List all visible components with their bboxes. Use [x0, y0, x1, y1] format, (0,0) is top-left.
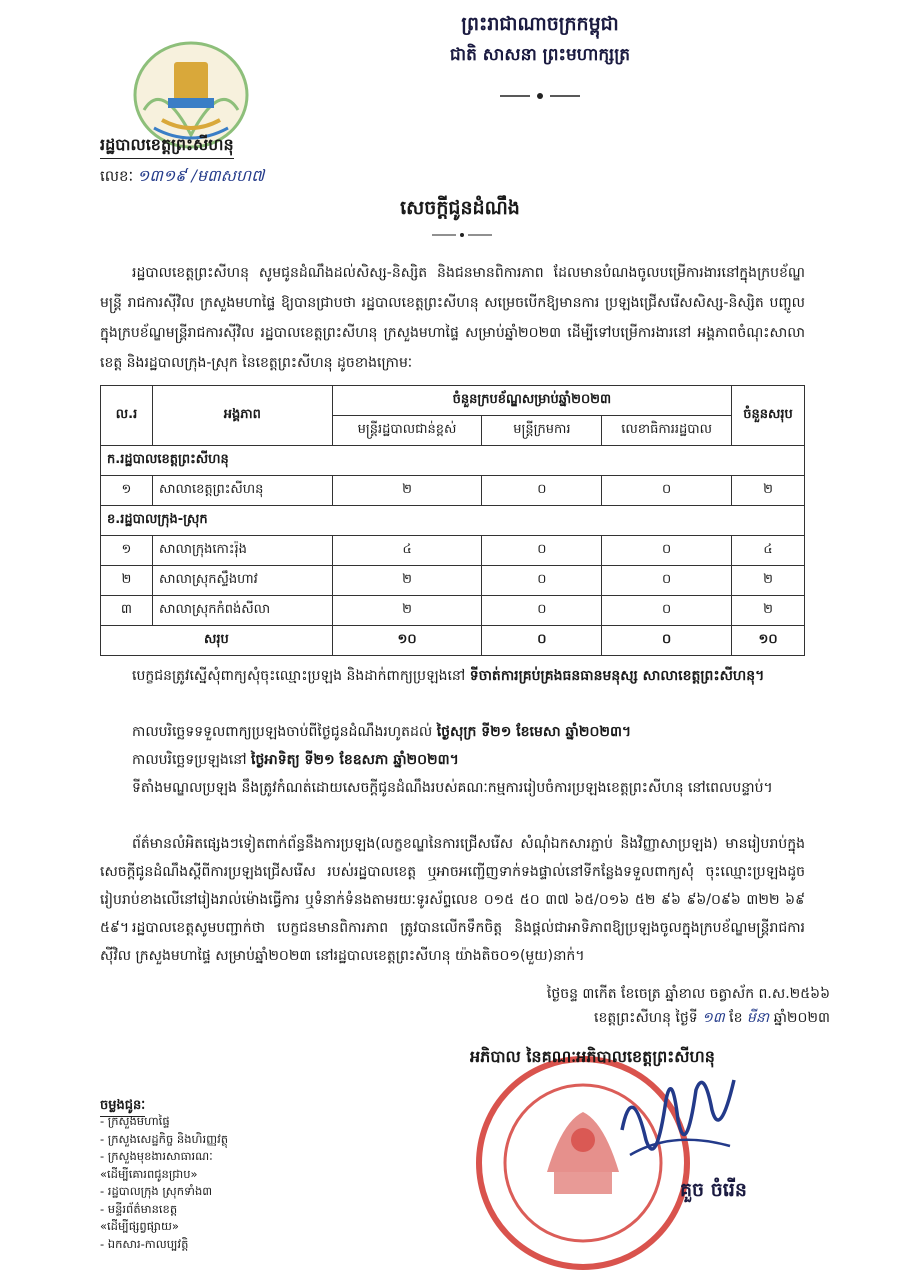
row-clerk: ០ [482, 596, 602, 626]
table-row [101, 566, 805, 596]
details-paragraph: ព័ត៌មានលំអិតផ្សេងៗទៀតពាក់ព័ន្ធនឹងការប្រឡង(លក្ខខណ្ឌនៃការជ្រើសរើស សំណុំឯកសារភ្ជាប់ និងវិញ្ញាសាប្រឡង) មានរៀបរាប់ក្នុងសេចក្តីជូនដំណឹងស្តីពីការប្រឡងជ្រើសរើស របស់រដ្ឋបាលខេត្ត ឬអាចអញ្ជើញទាក់ទងផ្ទាល់នៅទីកន្លែងទទួលពាក្យសុំ ចុះឈ្មោះប្រឡងដូចរៀបរាប់ខាងលើនៅរៀងរាល់ម៉ោងធ្វើការ ឬទំនាក់ទំនងតាមរយៈទូរស័ព្ទលេខ ០១៥ ៥០ ៣៧ ៦៥/០១៦ ៥២ ៩៦ ៩៦/០៩៦ ៣២២ ៦៩ ៥៩។ [100, 836, 805, 936]
total-secretary: ០ [602, 626, 732, 656]
row-unit: សាលាស្រុកកំពង់សីលា [152, 596, 332, 626]
cc-item: - មន្ទីរព័ត៌មានខេត្ត [100, 1201, 178, 1216]
reference-number [100, 165, 264, 189]
row-no: ៣ [101, 596, 153, 626]
quota-table [100, 385, 805, 656]
document-title: សេចក្តីជូនដំណឹង [400, 197, 520, 219]
row-unit: សាលាខេត្តព្រះសីហនុ [152, 476, 332, 506]
divider-ornament [500, 92, 580, 100]
total-senior: ១០ [332, 626, 482, 656]
solar-date-day: ១៣ [702, 1010, 725, 1026]
table-row [101, 476, 805, 506]
table-row [101, 596, 805, 626]
header-senior-officer: មន្ត្រីរដ្ឋបាលជាន់ខ្ពស់ [332, 416, 482, 446]
table-row [101, 536, 805, 566]
signer-name: គួច ចំរើន [680, 1179, 747, 1201]
row-senior: ៤ [332, 536, 482, 566]
signer-title: អភិបាល នៃគណៈអភិបាលខេត្តព្រះសីហនុ [470, 1047, 715, 1066]
exam-center-paragraph: ទីតាំងមណ្ឌលប្រឡង នឹងត្រូវកំណត់ដោយសេចក្តីជូនដំណឹងរបស់គណៈកម្មការរៀបចំការប្រឡងខេត្តព្រះសីហនុ នៅពេលបន្ទាប់។ [132, 780, 773, 796]
header-total: ចំនួនសរុប [732, 386, 805, 446]
total-label: សរុប [101, 626, 333, 656]
row-no: ១ [101, 476, 153, 506]
priority-paragraph: រដ្ឋបាលខេត្តសូមបញ្ជាក់ថា បេក្ខជនមានពិការភាព ត្រូវបានលើកទឹកចិត្ត និងផ្តល់ជាអាទិភាពឱ្យប្រឡងចូលក្នុងក្របខ័ណ្ឌមន្ត្រីរាជការស៊ីវិល ក្រសួងមហាផ្ទៃ សម្រាប់ឆ្នាំ២០២៣ នៅរដ្ឋបាលខេត្តព្រះសីហនុ យ៉ាងតិច០១(មួយ)នាក់។ [100, 920, 805, 964]
solar-date-month-label: ខែ [724, 1010, 747, 1026]
cc-list [100, 1113, 228, 1253]
row-secretary: ០ [602, 596, 732, 626]
exam-date-text: កាលបរិច្ឆេទប្រឡងនៅ [132, 752, 252, 768]
signature-image [612, 1060, 742, 1170]
row-total: ៤ [732, 536, 805, 566]
kingdom-heading: ព្រះរាជាណាចក្រកម្ពុជា [461, 13, 619, 35]
cc-item: - ឯកសារ-កាលប្បវត្តិ [100, 1236, 189, 1251]
cc-item: - ក្រសួងមុខងារសាធារណៈ [100, 1149, 213, 1163]
application-location-text: បេក្ខជនត្រូវស្នើសុំពាក្យសុំចុះឈ្មោះប្រឡង និងដាក់ពាក្យប្រឡងនៅ [132, 668, 470, 684]
row-total: ២ [732, 596, 805, 626]
cc-item: - រដ្ឋបាលក្រុង ស្រុកទាំង៣ [100, 1184, 213, 1198]
application-deadline-paragraph [100, 718, 805, 746]
application-location-place: ទីចាត់ការគ្រប់គ្រងធនធានមនុស្ស សាលាខេត្តព្រះសីហនុ។ [469, 668, 765, 684]
solar-date-year: ឆ្នាំ២០២៣ [769, 1010, 830, 1026]
solar-date [430, 1008, 830, 1029]
cc-item: - ក្រសួងសេដ្ឋកិច្ច និងហិរញ្ញវត្ថុ [100, 1131, 229, 1146]
row-unit: សាលាក្រុងកោះរ៉ុង [152, 536, 332, 566]
row-secretary: ០ [602, 566, 732, 596]
cc-item: «ដើម្បីគោរពជូនជ្រាប» [100, 1166, 198, 1181]
lunar-date: ថ្ងៃចន្ទ ៣កើត ខែចេត្រ ឆ្នាំខាល ចត្វាស័ក ព.ស.២៥៦៦ [546, 986, 830, 1002]
row-unit: សាលាស្រុកស្ទឹងហាវ [152, 566, 332, 596]
reference-value: ១៣១៩ /ម៣សហ៧ [137, 166, 265, 185]
header-no: ល.រ [101, 386, 153, 446]
header-unit: អង្គភាព [152, 386, 332, 446]
intro-paragraph: រដ្ឋបាលខេត្តព្រះសីហនុ សូមជូនដំណឹងដល់សិស្ស-និស្សិត និងជនមានពិការភាព ដែលមានបំណងចូលបម្រើការងារនៅក្នុងក្របខ័ណ្ឌមន្ត្រី រាជការស៊ីវិល ក្រសួងមហាផ្ទៃ ឱ្យបានជ្រាបថា រដ្ឋបាលខេត្តព្រះសីហនុ សម្រេចបើកឱ្យមានការ ប្រឡងជ្រើសរើសសិស្ស-និស្សិត បញ្ចូលក្នុងក្របខ័ណ្ឌមន្ត្រីរាជការស៊ីវិល រដ្ឋបាលខេត្តព្រះសីហនុ ក្រសួងមហាផ្ទៃ សម្រាប់ឆ្នាំ២០២៣ ដើម្បីទៅបម្រើការងារនៅ អង្គភាពចំណុះសាលាខេត្ត និងរដ្ឋបាលក្រុង-ស្រុក នៃខេត្តព្រះសីហនុ ដូចខាងក្រោមៈ [100, 265, 805, 371]
section-province: ក.រដ្ឋបាលខេត្តព្រះសីហនុ [101, 446, 805, 476]
exam-date-value: ថ្ងៃអាទិត្យ ទី២១ ខែឧសភា ឆ្នាំ២០២៣។ [251, 752, 459, 768]
exam-date-paragraph [100, 746, 805, 774]
row-total: ២ [732, 566, 805, 596]
reference-label: លេខៈ [100, 167, 134, 185]
application-location-paragraph [100, 662, 805, 690]
header-secretary: លេខាធិការរដ្ឋបាល [602, 416, 732, 446]
row-clerk: ០ [482, 536, 602, 566]
row-no: ២ [101, 566, 153, 596]
header-clerk: មន្ត្រីក្រមការ [482, 416, 602, 446]
section-row [101, 446, 805, 476]
header-quota: ចំនួនក្របខ័ណ្ឌសម្រាប់ឆ្នាំ២០២៣ [332, 386, 731, 416]
cc-title: ចម្លងជូនៈ [100, 1097, 145, 1117]
title-ornament [432, 232, 492, 238]
total-clerk: ០ [482, 626, 602, 656]
application-deadline-text: កាលបរិច្ឆេទទទួលពាក្យប្រឡងចាប់ពីថ្ងៃជូនដំណឹងរហូតដល់ [132, 724, 437, 740]
total-total: ១០ [732, 626, 805, 656]
total-row [101, 626, 805, 656]
row-senior: ២ [332, 596, 482, 626]
cc-item: «ដើម្បីផ្សព្វផ្សាយ» [100, 1219, 179, 1233]
section-districts: ខ.រដ្ឋបាលក្រុង-ស្រុក [101, 506, 805, 536]
row-clerk: ០ [482, 566, 602, 596]
row-total: ២ [732, 476, 805, 506]
row-senior: ២ [332, 476, 482, 506]
row-secretary: ០ [602, 476, 732, 506]
solar-date-prefix: ខេត្តព្រះសីហនុ ថ្ងៃទី [594, 1010, 703, 1026]
application-deadline-date: ថ្ងៃសុក្រ ទី២១ ខែមេសា ឆ្នាំ២០២៣។ [436, 724, 632, 740]
section-row [101, 506, 805, 536]
row-senior: ២ [332, 566, 482, 596]
issuing-administration: រដ្ឋបាលខេត្តព្រះសីហនុ [100, 134, 234, 159]
solar-date-month: មីនា [746, 1010, 770, 1026]
row-clerk: ០ [482, 476, 602, 506]
national-motto: ជាតិ សាសនា ព្រះមហាក្សត្រ [449, 45, 631, 65]
cc-item: - ក្រសួងមហាផ្ទៃ [100, 1114, 170, 1128]
row-no: ១ [101, 536, 153, 566]
row-secretary: ០ [602, 536, 732, 566]
